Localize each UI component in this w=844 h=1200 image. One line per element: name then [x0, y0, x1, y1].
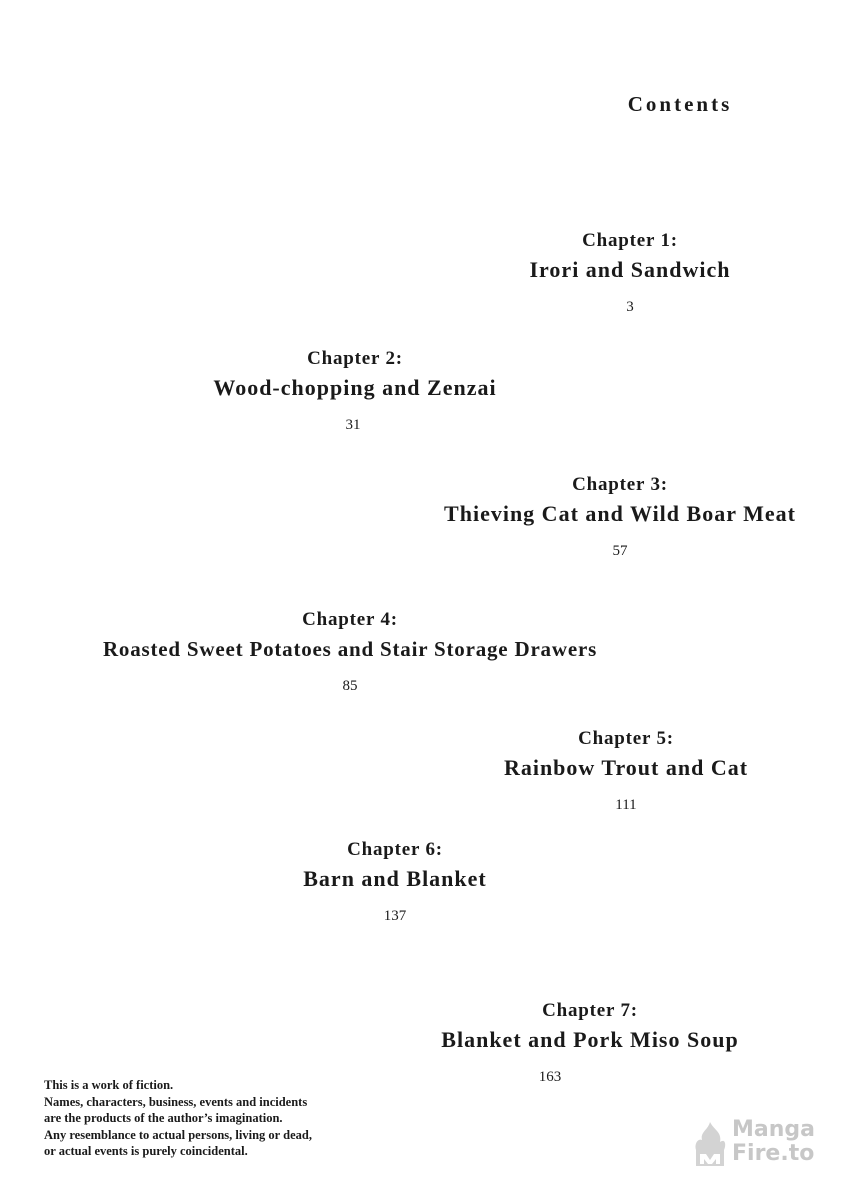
chapter-4-entry[interactable] — [60, 606, 640, 696]
chapter-6-entry[interactable] — [290, 836, 500, 926]
chapter-page: 57 — [612, 543, 628, 559]
chapter-number: Chapter 5: — [578, 728, 674, 749]
chapter-number: Chapter 3: — [572, 474, 668, 495]
chapter-name: Blanket and Pork Miso Soup — [441, 1027, 739, 1052]
chapter-number: Chapter 7: — [542, 1000, 638, 1021]
disclaimer-line: Any resemblance to actual persons, living or dead, — [44, 1127, 312, 1142]
contents-title: Contents — [627, 92, 733, 116]
chapter-page: 111 — [615, 797, 637, 813]
chapter-page: 137 — [383, 908, 407, 924]
chapter-name: Barn and Blanket — [303, 866, 487, 891]
chapter-2-entry[interactable] — [195, 345, 515, 435]
chapter-page: 31 — [345, 417, 361, 433]
chapter-page: 3 — [626, 299, 634, 315]
chapter-name: Roasted Sweet Potatoes and Stair Storage Drawers — [102, 637, 598, 661]
disclaimer-line: are the products of the author’s imagination. — [44, 1111, 283, 1125]
chapter-5-entry[interactable] — [486, 725, 766, 815]
watermark-text — [732, 1118, 815, 1166]
chapter-7-entry[interactable] — [425, 997, 755, 1087]
flame-logo-icon — [690, 1120, 730, 1170]
chapter-name: Irori and Sandwich — [529, 257, 731, 282]
mangafire-watermark — [690, 1118, 830, 1174]
chapter-number: Chapter 1: — [582, 230, 678, 251]
disclaimer-line: or actual events is purely coincidental. — [44, 1144, 248, 1158]
watermark-line-1: Manga — [732, 1117, 815, 1142]
chapter-page: 163 — [538, 1069, 562, 1085]
disclaimer-line: Names, characters, business, events and incidents — [44, 1094, 308, 1109]
chapter-number: Chapter 6: — [347, 839, 443, 860]
chapter-number: Chapter 4: — [302, 609, 398, 630]
disclaimer-line: This is a work of fiction. — [44, 1078, 174, 1092]
chapter-number: Chapter 2: — [307, 348, 403, 369]
watermark-line-2: Fire.to — [732, 1141, 815, 1166]
chapter-name: Rainbow Trout and Cat — [503, 755, 749, 780]
chapter-name: Thieving Cat and Wild Boar Meat — [444, 501, 796, 526]
chapter-name: Wood-chopping and Zenzai — [213, 375, 497, 400]
chapter-page: 85 — [342, 678, 358, 694]
chapter-3-entry[interactable] — [425, 471, 815, 561]
fiction-disclaimer — [44, 1077, 312, 1160]
chapter-1-entry[interactable] — [520, 227, 740, 317]
